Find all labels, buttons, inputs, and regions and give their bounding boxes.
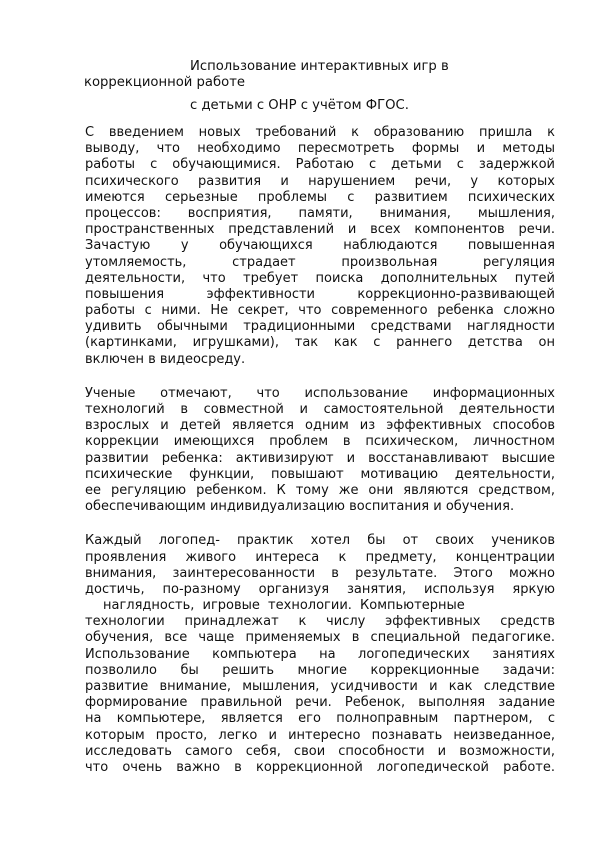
paragraph-line: технологии принадлежат к числу эффективных средств (85, 614, 555, 630)
paragraph-line: работы с ними. Не секрет, что современного ребенка сложно (85, 303, 555, 319)
paragraph-line: Зачастую у обучающихся наблюдаются повышенная (85, 238, 555, 254)
paragraph-3 (85, 533, 555, 776)
paragraph-line: внимания, заинтересованности в результате. Этого можно (85, 565, 555, 581)
paragraph-line: исследовать самого себя, свои способности и возможности, (85, 743, 555, 759)
paragraph-line: С введением новых требований к образованию пришла к (85, 125, 555, 140)
document-title-line-2: коррекционной работе (84, 75, 245, 90)
paragraph-line: психического развития и нарушением речи, у которых (85, 173, 555, 189)
paragraph-line: Ученые отмечают, что использование информационных (85, 385, 555, 401)
paragraph-line: (картинками, игрушками), так как с раннего детства он (85, 335, 555, 351)
paragraph-line: пространственных представлений и всех компонентов речи. (85, 222, 555, 238)
document-body (85, 125, 555, 794)
paragraph-line: выводу, что необходимо пересмотреть формы и методы (85, 141, 555, 157)
paragraph-line: имеются серьезные проблемы с развитием психических (85, 189, 555, 205)
paragraph-2 (85, 386, 555, 516)
paragraph-line: позволило бы решить многие коррекционные задачи: (85, 662, 555, 678)
paragraph-line: которым просто, легко и интересно познавать неизведанное, (85, 727, 555, 743)
paragraph-line: процессов: восприятия, памяти, внимания, мышления, (85, 205, 555, 221)
paragraph-1 (85, 125, 555, 368)
paragraph-line: работы с обучающимися. Работаю с детьми с задержкой (85, 157, 555, 173)
paragraph-line: Использование компьютера на логопедических занятиях (85, 646, 555, 662)
paragraph-line: удивить обычными традиционными средствами наглядности (85, 319, 555, 335)
paragraph-line: деятельности, что требует поиска дополнительных путей (85, 270, 555, 286)
paragraph-line: обучения, все чаще применяемых в специальной педагогике. (85, 630, 555, 646)
paragraph-line: развитии ребенка: активизируют и восстанавливают высшие (85, 450, 555, 466)
paragraph-line: развитие внимание, мышления, усидчивости и как следствие (85, 679, 555, 694)
paragraph-line: формирование правильной речи. Ребенок, выполняя задание (85, 695, 555, 711)
document-title-line-1: Использование интерактивных игр в (190, 59, 449, 74)
paragraph-line: утомляемость, страдает произвольная регуляция (85, 254, 555, 270)
paragraph-line: что очень важно в коррекционной логопедической работе. (85, 759, 555, 775)
paragraph-line: достичь, по-разному организуя занятия, используя яркую (85, 581, 555, 597)
paragraph-line: психические функции, повышают мотивацию деятельности, (85, 466, 555, 482)
document-subtitle: с детьми с ОНР с учётом ФГОС. (190, 98, 409, 113)
paragraph-line: включен в видеосреду. (85, 351, 246, 367)
paragraph-line: проявления живого интереса к предмету, концентрации (85, 549, 555, 565)
paragraph-line: Каждый логопед- практик хотел бы от своих учеников (85, 533, 555, 549)
paragraph-line: повышения эффективности коррекционно-развивающей (85, 286, 555, 302)
paragraph-line: технологий в совместной и самостоятельной деятельности (85, 402, 555, 417)
paragraph-line: на компьютере, является его полноправным партнером, с (85, 711, 555, 727)
paragraph-line: ее регуляцию ребенком. К тому же они являются средством, (85, 482, 555, 498)
paragraph-line: обеспечивающим индивидуализацию воспитания и обучения. (85, 499, 515, 515)
paragraph-line: взрослых и детей является одним из эффективных способов (85, 418, 555, 434)
paragraph-line: наглядность, игровые технологии. Компьютерные (103, 598, 465, 614)
paragraph-line: коррекции имеющихся проблем в психическом, личностном (85, 434, 555, 450)
